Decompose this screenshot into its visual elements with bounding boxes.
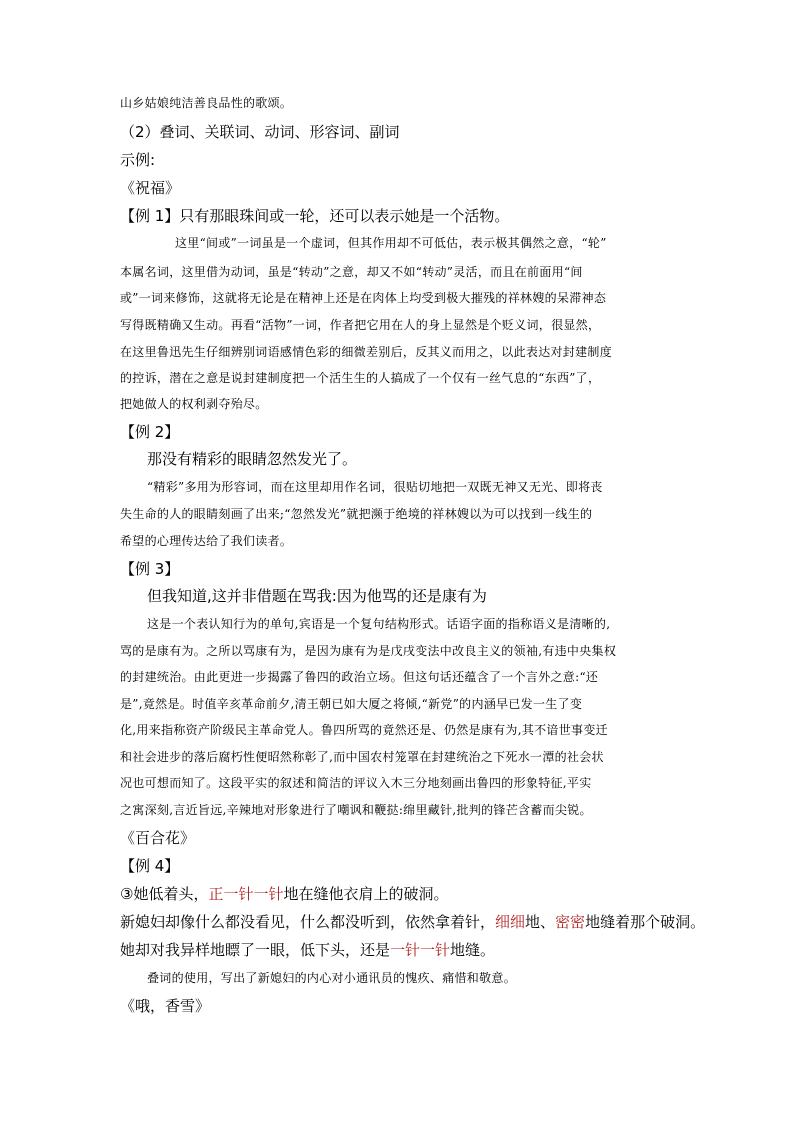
paragraph-line: 是”,竟然是。时值辛亥革命前夕,清王朝已如大厦之将倾,“新党”的内涵早已发一生了变 — [120, 697, 583, 711]
example-heading: 【例 3】 — [120, 560, 180, 578]
sentence-text: ③她低着头， — [120, 885, 209, 903]
paragraph-line: 的控诉，潜在之意是说封建制度把一个活生生的人搞成了一个仅有一丝气息的“东西”了， — [120, 371, 601, 385]
quoted-sentence — [120, 943, 495, 958]
sentence-text: 地、 — [525, 913, 556, 931]
paragraph-line: 希望的心理传达给了我们读者。 — [120, 534, 293, 548]
work-title: 《哦，香雪》 — [120, 997, 211, 1015]
paragraph-line: 之寓深刻,言近旨远,辛辣地对形象进行了嘲讽和鞭挞:绵里藏针,批判的锋芒含蓄而尖锐。 — [120, 803, 592, 817]
sentence-text: 地缝着那个破洞。 — [585, 913, 706, 931]
sentence-text: 地在缝他衣肩上的破洞。 — [283, 885, 449, 903]
paragraph-line: 或”一词来修饰，这就将无论是在精神上还是在肉体上均受到极大摧残的祥林嫂的呆滞神态 — [120, 291, 607, 305]
paragraph-line: 况也可想而知了。这段平实的叙述和简洁的评议入木三分地刻画出鲁四的形象特征,平实 — [120, 776, 592, 790]
example-heading: 【例 2】 — [120, 423, 180, 441]
paragraph-line: 失生命的人的眼睛刻画了出来;“忽然发光”就把濒于绝境的祥林嫂以为可以找到一线生的 — [120, 507, 593, 521]
highlighted-phrase: 细细 — [495, 913, 526, 931]
sentence-text: 她却对我异样地瞟了一眼，低下头，还是 — [120, 941, 391, 959]
work-title: 《祝福》 — [120, 179, 181, 197]
example-heading: 【例 4】 — [120, 857, 180, 875]
highlighted-phrase: 正一针一针 — [208, 885, 284, 903]
paragraph-line: “精彩”多用为形容词，而在这里却用作名词，很贴切地把一双既无神又无光、即将丧 — [147, 480, 603, 494]
paragraph-line: 化,用来指称资产阶级民主革命党人。鲁四所骂的竟然还是、仍然是康有为,其不谙世事变迁 — [120, 723, 608, 737]
paragraph-line: 骂的是康有为。之所以骂康有为，是因为康有为是戊戌变法中改良主义的领袖,有违中央集权 — [120, 644, 617, 658]
sentence-text: 新媳妇却像什么都没看见，什么都没听到，依然拿着针， — [120, 913, 496, 931]
paragraph-line: 把她做人的权利剥夺殆尽。 — [120, 397, 268, 411]
quoted-sentence: 但我知道,这并非借题在骂我:因为他骂的还是康有为 — [147, 587, 487, 605]
quoted-sentence: 那没有精彩的眼睛忽然发光了。 — [147, 450, 358, 468]
section-heading: （2）叠词、关联词、动词、形容词、副词 — [120, 123, 400, 141]
highlighted-phrase: 密密 — [555, 913, 586, 931]
paragraph-line: 在这里鲁迅先生仔细辨别词语感情色彩的细微差别后，反其义而用之，以此表达对封建制度 — [120, 345, 613, 359]
paragraph-line: 本属名词，这里借为动词，虽是“转动”之意，却又不如“转动”灵活，而且在前面用“间 — [120, 265, 583, 279]
paragraph-line: 山乡姑娘纯洁善良品性的歌颂。 — [120, 96, 293, 110]
paragraph-line: 的封建统治。由此更进一步揭露了鲁四的政治立场。但这句话还蕴含了一个言外之意:“还 — [120, 670, 599, 684]
paragraph-line: 这是一个表认知行为的单句,宾语是一个复句结构形式。话语字面的指称语义是清晰的, — [147, 617, 611, 631]
paragraph-line: 叠词的使用，写出了新媳妇的内心对小通讯员的愧疚、痛惜和敬意。 — [147, 971, 517, 985]
sentence-text: 地缝。 — [450, 941, 496, 959]
quoted-sentence — [120, 915, 705, 930]
work-title: 《百合花》 — [120, 829, 196, 847]
highlighted-phrase: 一针一针 — [390, 941, 451, 959]
quoted-sentence — [120, 887, 448, 902]
paragraph-line: 写得既精确又生动。再看“活物”一词，作者把它用在人的身上显然是个贬义词，很显然， — [120, 318, 601, 332]
paragraph-line: 和社会进步的落后腐朽性便昭然称彰了,而中国农村笼罩在封建统治之下死水一潭的社会状 — [120, 750, 604, 764]
paragraph-line: 示例: — [120, 151, 156, 169]
paragraph-line: 这里“间或”一词虽是一个虚词，但其作用却不可低估，表示极其偶然之意，“轮” — [175, 236, 607, 250]
example-heading: 【例 1】只有那眼珠间或一轮，还可以表示她是一个活物。 — [120, 207, 510, 225]
